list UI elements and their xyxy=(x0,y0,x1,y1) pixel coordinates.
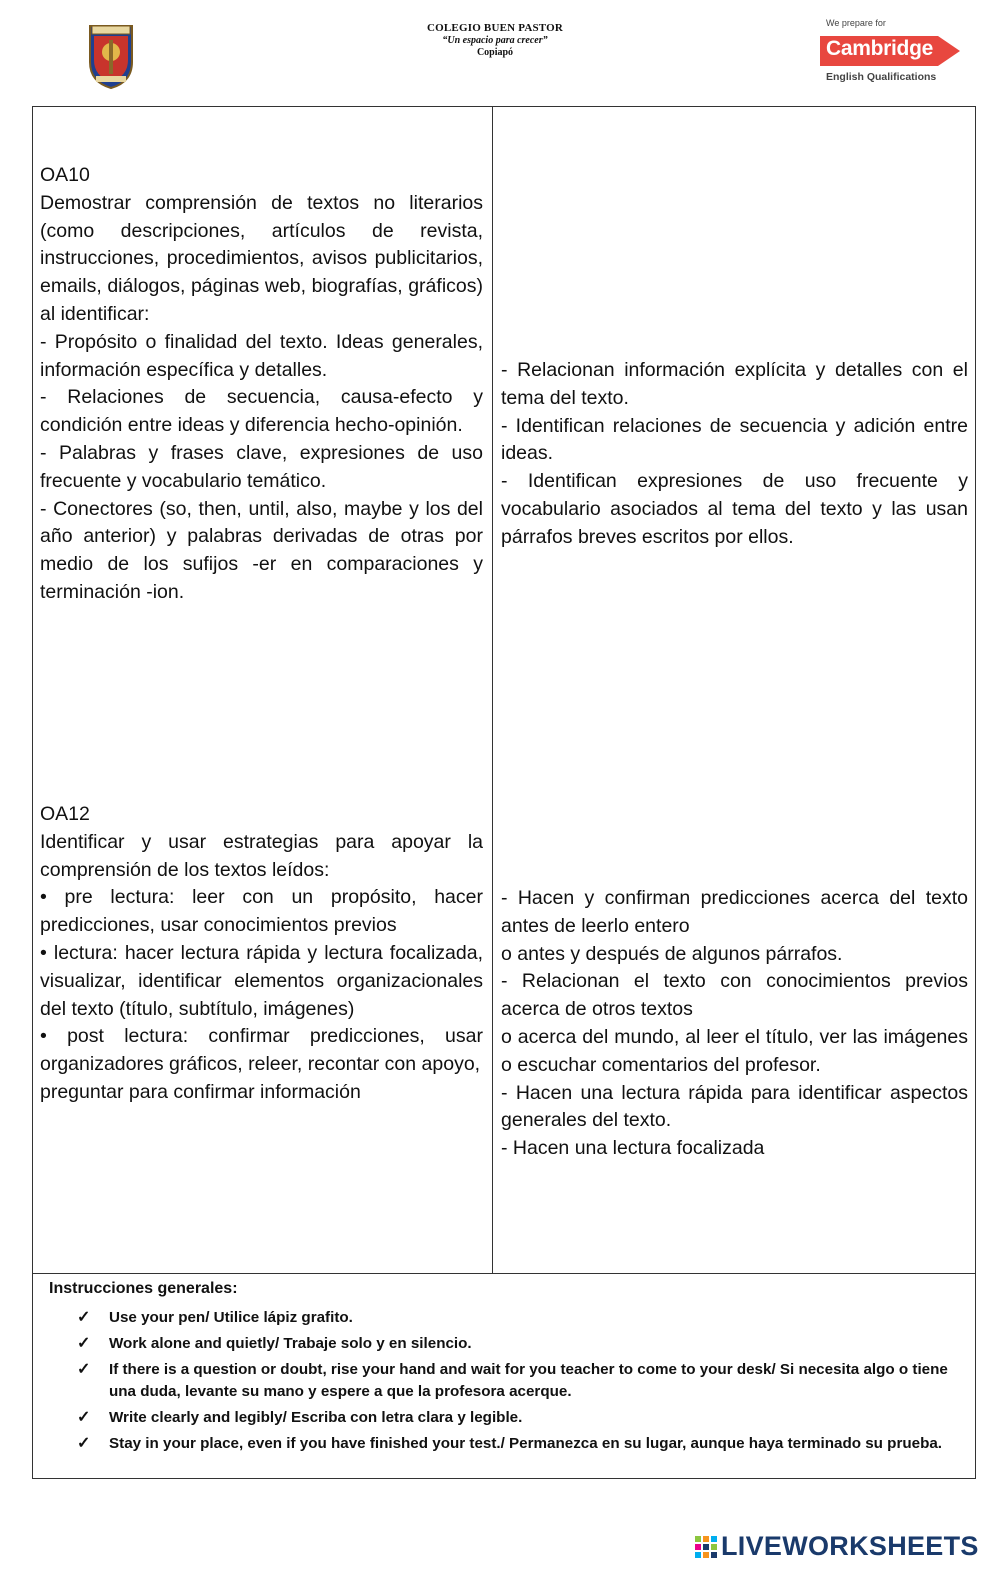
school-city: Copiapó xyxy=(476,47,514,58)
instruction-text: If there is a question or doubt, rise your hand and wait for you teacher to come to your desk/ Si necesita algo o tiene una duda, levante su mano y espere a que la profesora acerque. xyxy=(109,1361,948,1400)
oa10-paragraph: - Palabras y frases clave, expresiones de uso frecuente y vocabulario temático. xyxy=(40,441,483,492)
cambridge-qualifications-text: English Qualifications xyxy=(826,71,937,83)
oa12-objective-cell xyxy=(40,801,483,1107)
checkmark-icon: ✓ xyxy=(77,1409,91,1426)
cambridge-logo xyxy=(818,18,968,88)
table-column-divider xyxy=(492,106,493,1274)
instructions-list xyxy=(77,1307,967,1459)
oa12-title: OA12 xyxy=(40,803,90,825)
oa12-indicator: - Hacen y confirman predicciones acerca del texto antes de leerlo entero xyxy=(501,887,968,937)
oa12-paragraph: • lectura: hacer lectura rápida y lectura focalizada, visualizar, identificar elementos organizacionales del texto (título, subtítulo, imágenes) xyxy=(40,941,483,1020)
liveworksheets-brand: LIVEWORKSHEETS xyxy=(721,1531,979,1561)
oa12-indicator: o acerca del mundo, al leer el título, ver las imágenes o escuchar comentarios del profesor. xyxy=(501,1025,968,1076)
oa12-indicator: o antes y después de algunos párrafos. xyxy=(501,942,843,965)
oa12-paragraph: • post lectura: confirmar predicciones, usar organizadores gráficos, releer, recontar con apoyo, xyxy=(40,1025,483,1076)
checkmark-icon: ✓ xyxy=(77,1309,91,1326)
oa10-indicators-cell xyxy=(501,357,968,552)
instruction-text: Work alone and quietly/ Trabaje solo y en silencio. xyxy=(109,1335,472,1352)
instruction-item xyxy=(77,1359,967,1403)
instruction-text: Write clearly and legibly/ Escriba con letra clara y legible. xyxy=(109,1409,523,1426)
checkmark-icon: ✓ xyxy=(77,1435,91,1452)
instruction-text: Use your pen/ Utilice lápiz grafito. xyxy=(109,1309,353,1326)
general-instructions-box xyxy=(32,1273,976,1479)
school-header xyxy=(380,22,610,58)
oa12-paragraph: preguntar para confirmar información xyxy=(40,1080,361,1103)
school-crest xyxy=(86,22,136,90)
instruction-item xyxy=(77,1433,967,1455)
instruction-item xyxy=(77,1333,967,1355)
oa10-paragraph: - Relaciones de secuencia, causa-efecto y condición entre ideas y diferencia hecho-opinión. xyxy=(40,386,483,437)
oa10-paragraph: Demostrar comprensión de textos no literarios (como descripciones, artículos de revista, instrucciones, procedimientos, avisos publicitarios, emails, diálogos, páginas web, biografías, gráficos) al identificar: xyxy=(40,191,483,325)
oa12-indicator: - Hacen una lectura rápida para identificar aspectos generales del texto. xyxy=(501,1081,968,1132)
oa10-objective-cell xyxy=(40,162,483,607)
checkmark-icon: ✓ xyxy=(77,1335,91,1352)
cambridge-prepare-text: We prepare for xyxy=(826,18,886,28)
oa12-indicator: - Relacionan el texto con conocimientos previos acerca de otros textos xyxy=(501,970,968,1021)
cambridge-brand-text: Cambridge xyxy=(826,37,933,60)
oa10-title: OA10 xyxy=(40,164,90,186)
instruction-item xyxy=(77,1407,967,1429)
oa10-paragraph: - Propósito o finalidad del texto. Ideas generales, información específica y detalles. xyxy=(40,330,483,381)
instruction-item xyxy=(77,1307,967,1329)
oa10-indicator: - Identifican relaciones de secuencia y adición entre ideas. xyxy=(501,414,968,465)
school-motto: “Un espacio para crecer” xyxy=(442,35,548,46)
oa12-paragraph: Identificar y usar estrategias para apoyar la comprensión de los textos leídos: xyxy=(40,830,483,881)
oa10-indicator: - Relacionan información explícita y detalles con el tema del texto. xyxy=(501,359,968,409)
oa10-paragraph: - Conectores (so, then, until, also, maybe y los del año anterior) y palabras derivadas de otras por medio de los sufijos -er en comparaciones y terminación -ion. xyxy=(40,497,483,603)
oa12-paragraph: • pre lectura: leer con un propósito, hacer predicciones, usar conocimientos previos xyxy=(40,886,483,937)
oa12-indicators-cell xyxy=(501,885,968,1163)
oa10-indicator: - Identifican expresiones de uso frecuente y vocabulario asociados al tema del texto y las usan párrafos breves escritos por ellos. xyxy=(501,470,968,548)
oa12-indicator: - Hacen una lectura focalizada xyxy=(501,1137,765,1160)
school-name: COLEGIO BUEN PASTOR xyxy=(426,22,564,34)
liveworksheets-grid-icon xyxy=(695,1536,717,1558)
instruction-text: Stay in your place, even if you have finished your test./ Permanezca en su lugar, aunque haya terminado su prueba. xyxy=(109,1435,943,1452)
checkmark-icon: ✓ xyxy=(77,1361,91,1378)
instructions-title: Instrucciones generales: xyxy=(49,1280,238,1297)
